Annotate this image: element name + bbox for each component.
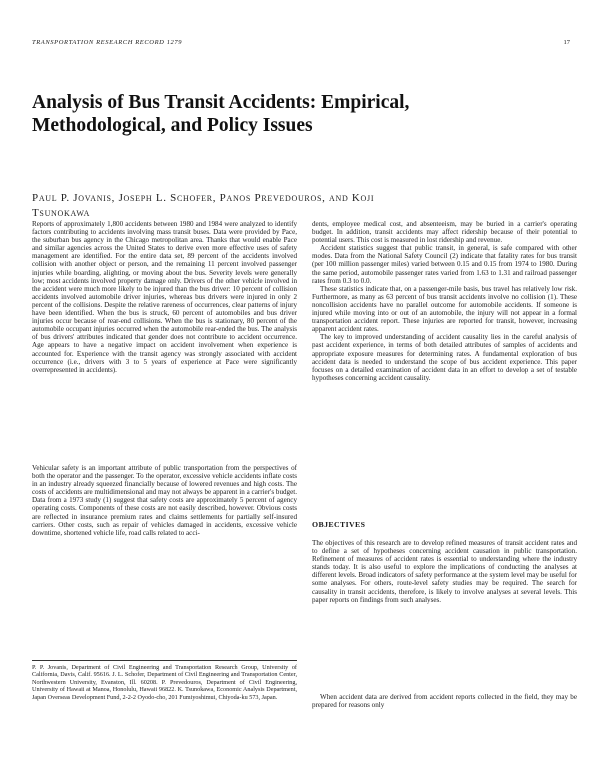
- body-left-column: [32, 464, 297, 537]
- objectives-continuation: [312, 693, 577, 709]
- body-paragraph: Vehicular safety is an important attribute of public transportation from the perspectives of both the operator and the passenger. To the operator, excessive vehicle accidents inflate costs in an industry already squeezed financially because of lowered revenues and high costs. The costs of accidents are multidimensional and may not always be apparent in a carrier's budget. Data from a 1973 study (1) suggest that safety costs are approximately 5 percent of agency operating costs. Components of these costs are not easily described, however. Obvious costs are reflected in insurance premium rates and claims settlements for partially self-insured carriers. Other costs, such as repair of vehicles damaged in accidents, excessive vehicle downtime, shortened vehicle life, road calls related to acci-: [32, 464, 297, 537]
- body-paragraph: These statistics indicate that, on a passenger-mile basis, bus travel has relatively low risk. Furthermore, as many as 63 percent of bus transit accidents involve no collision (1). These noncollision accidents have no parallel outcome for automobile accidents. If someone is injured while moving into or out of an automobile, the injury will not appear in a formal transportation accident report. These injuries are reported for transit, however, increasing apparent accident rates.: [312, 284, 577, 334]
- running-header: [32, 39, 570, 49]
- abstract: [32, 220, 297, 374]
- abstract-text: Reports of approximately 1,800 accidents between 1980 and 1984 were analyzed to identify factors contributing to accidents involving mass transit buses. Data were provided by Pace, the suburban bus agency in the Chicago metropolitan area. Thanks that would enable Pace and similar agencies across the United States to derive even more effective uses of safety management are identified. For the entire data set, 89 percent of the accidents involved collision with another object or person, and the remaining 11 percent involved passenger injuries while boarding, alighting, or moving about the bus. Severity levels were generally low; most accidents involved property damage only. Drivers of the other vehicle involved in the accident were much more likely to be injured than the bus driver: 10 percent of collision accidents involved automobile driver injuries, whereas bus drivers were injured in only 2 percent of the collisions. Despite the relative rareness of occurrences, clear patterns of injury have been identified. When the bus is struck, 60 percent of automobiles and bus driver injuries occur because of rear-end collisions. When the bus is stationary, 80 percent of the automobile occupant injuries occurred when the automobile rear-ended the bus. The analysis of bus drivers' attributes indicated that gender does not contribute to accident occurrence. Age appears to have a negative impact on accident involvement when experience is accounted for. Experience with the transit agency was strongly associated with accident occurrence (i.e., drivers with 3 to 5 years of experience at Pace were significantly overrepresented in accidents).: [32, 220, 297, 374]
- body-paragraph: dents, employee medical cost, and absenteeism, may be buried in a carrier's operating budget. In addition, transit accidents may affect ridership because of their potential to potential users. This cost is measured in lost ridership and revenue.: [312, 220, 577, 245]
- objectives-section: [312, 539, 577, 604]
- body-paragraph: Accident statistics suggest that public transit, in general, is safe compared with other modes. Data from the National Safety Council (2) indicate that fatality rates for bus transit (per 100 million passenger miles) varied between 0.15 and 0.15 from 1974 to 1980. During the same period, automobile passenger rates varied from 1.63 to 1.31 and railroad passenger rates from 0.3 to 0.0.: [312, 244, 577, 285]
- journal-name: TRANSPORTATION RESEARCH RECORD 1279: [32, 39, 183, 46]
- author-list: Paul P. Jovanis, Joseph L. Schofer, Panos Prevedouros, and Koji Tsunokawa: [32, 192, 375, 219]
- body-paragraph: When accident data are derived from accident reports collected in the field, they may be prepared for reasons only: [312, 693, 577, 710]
- body-paragraph: The key to improved understanding of accident causality lies in the careful analysis of past accident experience, in terms of both detailed attributes of samples of accidents and appropriate exposure measures for determining rates. A fundamental exploration of bus accident data is needed to understand the scope of bus accident experience. This paper focuses on a detailed examination of accident data in an effort to develop a set of testable hypotheses concerning accident causality.: [312, 333, 577, 382]
- author-affiliations-footnote: P. P. Jovanis, Department of Civil Engineering and Transportation Research Group, University of California, Davis, Calif. 95616. J. L. Schofer, Department of Civil Engineering and Transportation Center, Northwestern University, Evanston, Ill. 60208. P. Prevedouros, Department of Civil Engineering, University of Hawaii at Manoa, Honolulu, Hawaii 96822. K. Tsunokawa, Economic Analysis Department, Japan Overseas Development Fund, 2-2-2 Oyodo-cho, 201 Fumiyoshimui, Chiyoda-ku 573, Japan.: [32, 664, 297, 701]
- body-right-column: [312, 220, 577, 382]
- section-heading-objectives: OBJECTIVES: [312, 520, 366, 529]
- body-paragraph: The objectives of this research are to develop refined measures of transit accident rates and to define a set of hypotheses concerning accident causation in public transportation. Refinement of measures of accident rates is essential to understanding where the industry stands today. It is also useful to explore the implications of conducting the analyses at different levels. Broad indicators of safety performance at the system level may be useful for some analyses. For others, route-level safety studies may be required. The search for causality in transit accidents, therefore, is likely to involve analyses at several levels. This paper reports on findings from such analyses.: [312, 539, 577, 604]
- footnote-divider: [32, 660, 297, 661]
- paper-title: Analysis of Bus Transit Accidents: Empirical, Methodological, and Policy Issues: [32, 92, 410, 136]
- page-number: 17: [563, 39, 570, 46]
